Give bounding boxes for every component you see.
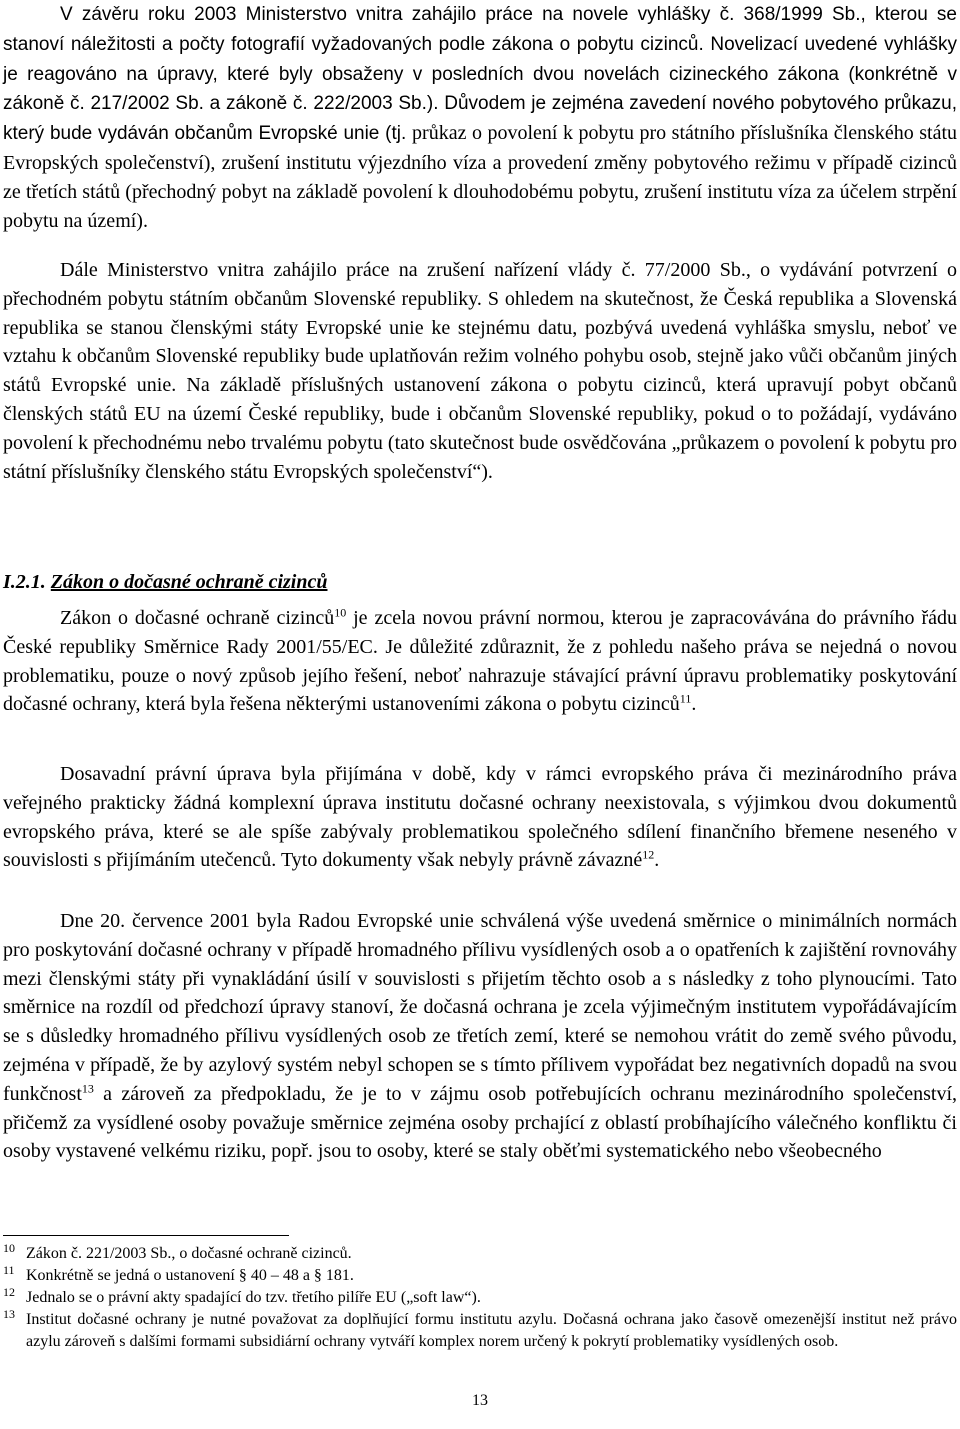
footnote-number: 13 [3, 1307, 15, 1321]
paragraph-text-part: . [654, 849, 660, 872]
paragraph-text-part: . [691, 693, 697, 716]
paragraph-text-part: V závěru roku 2003 Ministerstvo vnitra zahájilo práce na novele vyhlášky č. 368/1999 Sb., kterou se stanoví náležitosti a počty fotografií vyžadovaných podle zákona o pobytu cizinců. [3, 4, 957, 55]
paragraph-slovak-citizens [3, 256, 957, 486]
paragraph-text-part: Dosavadní právní úprava byla přijímána v době, kdy v rámci evropského práva či mezinárodního práva veřejného prakticky žádná komplexní úprava institutu dočasné ochrany neexistovala, s výjimkou dvou dokumentů evropského práva, které se ale spíše zabývaly problematikou společného sdílení finančního břemene neseného v souvislosti s přijímáním utečenců. Tyto dokumenty však nebyly právně závazné [3, 763, 957, 872]
footnote-number: 10 [3, 1241, 15, 1255]
footnote-number: 12 [3, 1285, 15, 1299]
paragraph-text: Dále Ministerstvo vnitra zahájilo práce na zrušení nařízení vlády č. 77/2000 Sb., o vydávání potvrzení o přechodném pobytu státním občanům Slovenské republiky. S ohledem na skutečnost, že Česká republika a Slovenská republika se stanou členskými státy Evropské unie ke stejnému datu, pozbývá uvedená vyhláška smyslu, neboť ve vztahu k občanům Slovenské republiky bude uplatňován režim volného pohybu osob, stejně jako vůči občanům jiných států Evropské unie. Na základě příslušných ustanovení zákona o pobytu cizinců, která upravují pobyt občanů členských států EU na území České republiky, bude i občanům Slovenské republiky, pokud o to požádají, vydáváno povolení k přechodnému nebo trvalému pobytu (tato skutečnost bude osvědčována „průkazem o povolení k pobytu pro státní příslušníky členského státu Evropských společenství“). [3, 259, 957, 483]
footnotes-list [3, 1243, 957, 1353]
footnote-ref: 10 [334, 605, 347, 620]
paragraph-text-part: průkaz o povolení k pobytu pro státního příslušníka členského státu Evropských společenství), zrušení institutu výjezdního víza a provedení změny pobytového režimu v případě cizinců ze třetích států (přechodný pobyt na základě povolení k dlouhodobému pobytu, zrušení institutu víza za účelem strpění pobytu na území). [3, 122, 957, 232]
footnote-item [3, 1309, 957, 1353]
paragraph-previous-regulation [3, 760, 957, 875]
paragraph-text-part: Zákon o dočasné ochraně cizinců [60, 607, 335, 629]
paragraph-council-directive [3, 907, 957, 1166]
footnote-item [3, 1265, 957, 1287]
footnote-text: Jednalo se o právní akty spadající do tzv. třetího pilíře EU („soft law“). [26, 1289, 481, 1306]
paragraph-text-part: Dne 20. července 2001 byla Radou Evropské unie schválená výše uvedená směrnice o minimálních normách pro poskytování dočasné ochrany v případě hromadného přílivu vysídlených osob a o opatřeních k zajištění rovnováhy mezi členskými státy při vynakládání úsilí v souvislosti s přijetím těchto osob a s následky z toho plynoucími. Tato směrnice na rozdíl od předchozí úpravy stanoví, že dočasná ochrana je zcela výjimečným institutem vypořádávajícím se s důsledky hromadného přílivu vysídlených osob ze třetích zemí, které se nemohou vrátit do země svého původu, zejména v případě, že by azylový systém nebyl schopen se s tímto přílivem vypořádat bez negativních dopadů na svou funkčnost [3, 910, 957, 1105]
footnote-ref: 13 [81, 1081, 94, 1096]
footnote-text: Konkrétně se jedná o ustanovení § 40 – 48 a § 181. [26, 1267, 354, 1284]
page-number: 13 [472, 1392, 488, 1409]
footnote-text: Zákon č. 221/2003 Sb., o dočasné ochraně cizinců. [26, 1245, 352, 1262]
footnote-divider [3, 1235, 289, 1236]
paragraph-vyhlaska-novel [3, 0, 957, 235]
paragraph-text-part: je zcela novou právní normou, kterou je zapracovávána do právního řádu České republiky Směrnice Rady 2001/55/EC. Je důležité zdůraznit, že z pohledu našeho práva se nejedná o novou problematiku, pouze o nový způsob jejího řešení, neboť nahrazuje stávající právní úpravu problematiky poskytování dočasné ochrany, která byla řešena některými ustanoveními zákona o pobytu cizinců [3, 607, 958, 716]
section-title: Zákon o dočasné ochraně cizinců [50, 571, 328, 593]
paragraph-text-part: a zároveň za předpokladu, že je to v zájmu osob potřebujících ochranu mezinárodního společenství, přičemž za vysídlené osoby považuje směrnice zejména osoby prchající z oblastí probíhajícího válečného konfliktu či osoby vystavené velkému riziku, popř. jsou to osoby, které se staly oběťmi systematického nebo všeobecného [3, 1082, 957, 1163]
paragraph-text-part: Novelizací uvedené vyhlášky je reagováno na úpravy, které byly obsaženy v posledních dvou novelách cizineckého zákona (konkrétně v zákoně č. 217/2002 Sb. a zákoně č. 222/2003 Sb.). Důvodem je zejména zavedení nového pobytového průkazu, který bude vydáván občanům Evropské unie (tj. [3, 33, 957, 145]
section-number: I.2.1. [3, 571, 46, 593]
paragraph-temporary-protection-act [3, 604, 957, 719]
footnote-item [3, 1287, 957, 1309]
footnote-number: 11 [3, 1263, 15, 1277]
footnote-text: Institut dočasné ochrany je nutné považovat za doplňující formu institutu azylu. Dočasná ochrana jako časově omezenější institut než právo azylu zároveň s dalšími formami subsidiární ochrany vytváří komplex norem určený k pokrytí problematiky vysídlených osob. [26, 1311, 957, 1350]
footnote-ref: 12 [642, 847, 655, 862]
section-heading [3, 568, 327, 596]
footnote-item [3, 1243, 957, 1265]
footnote-ref: 11 [679, 691, 692, 706]
